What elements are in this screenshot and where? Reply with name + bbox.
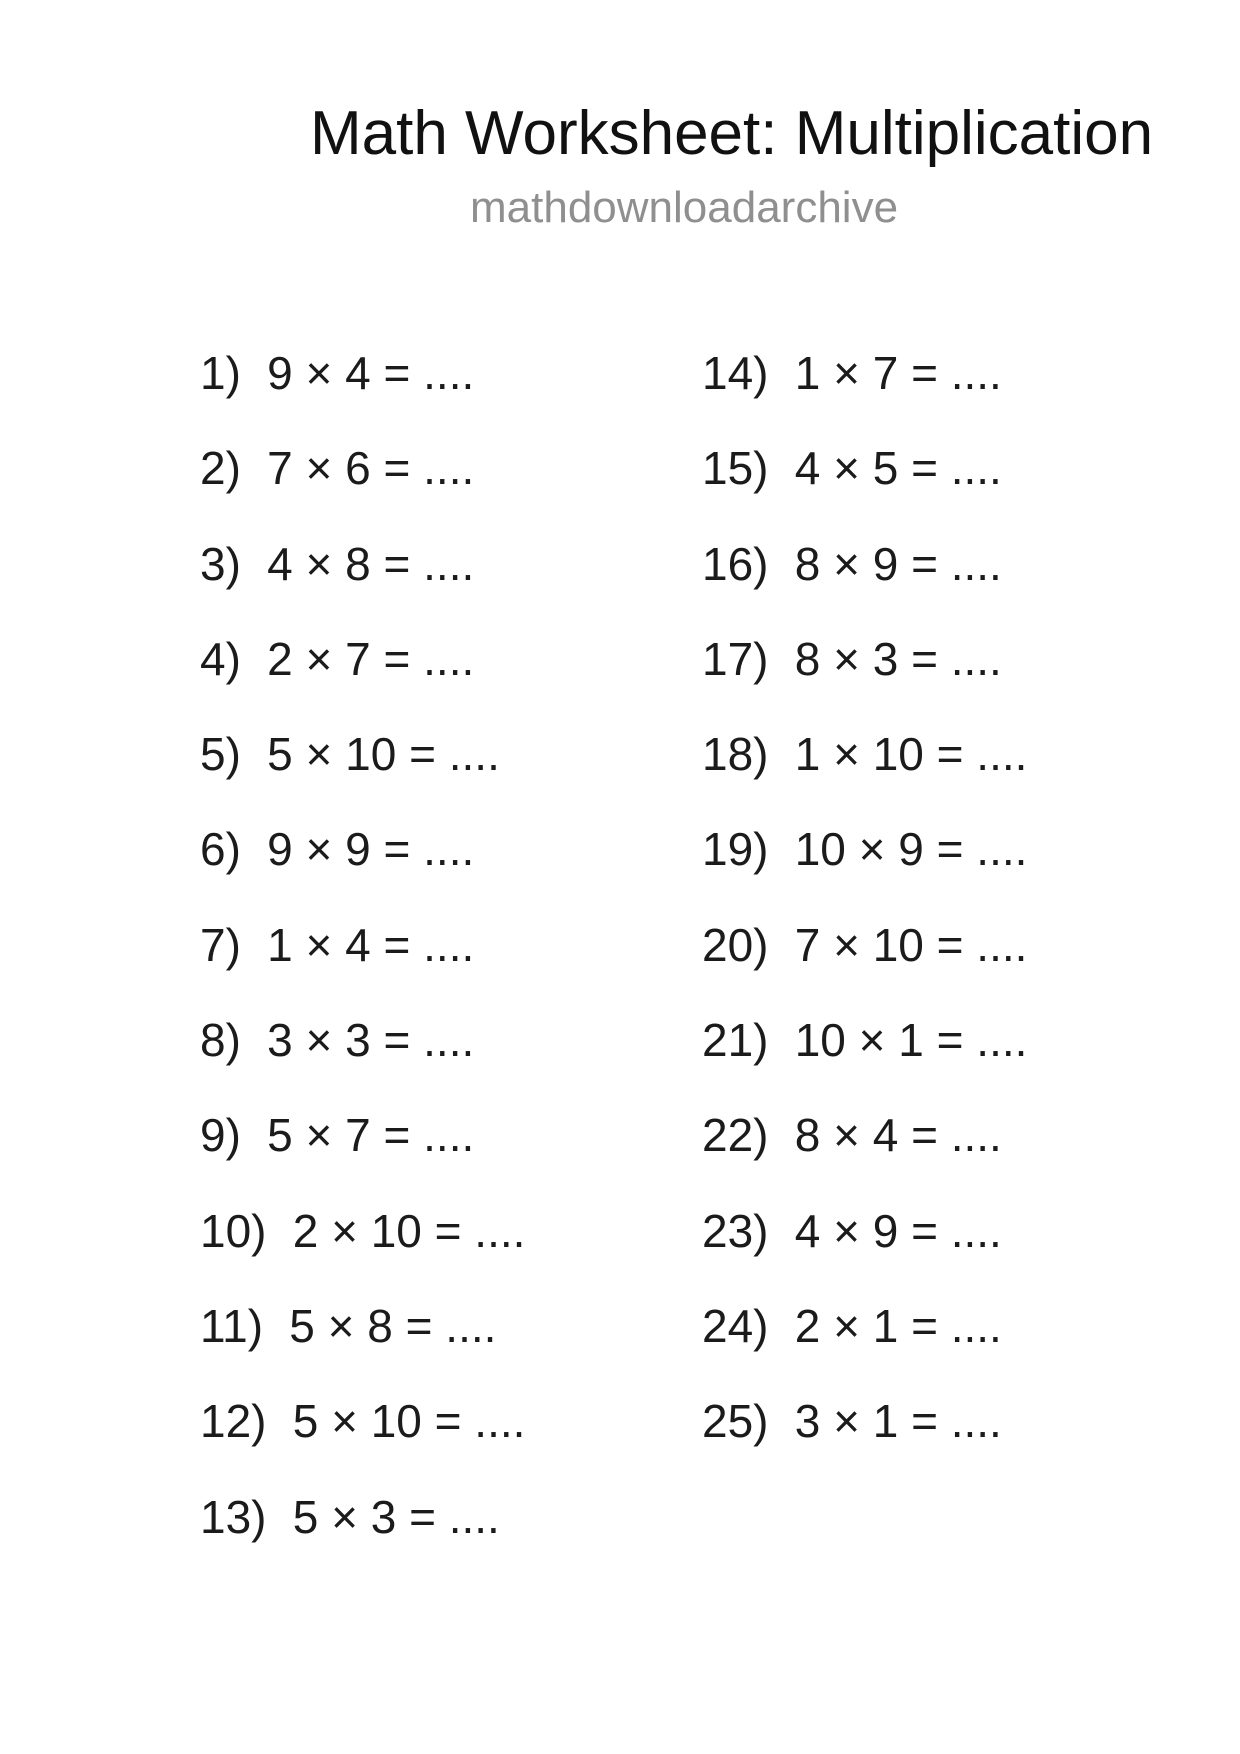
problem-expression: 8 × 3 = ....	[794, 632, 1002, 685]
problem-number: 5)	[200, 728, 241, 781]
problem-expression: 5 × 10 = ....	[292, 1395, 526, 1448]
problem-row	[200, 898, 525, 993]
problem-number: 4)	[200, 632, 241, 685]
problem-number: 18)	[702, 728, 769, 781]
problem-number: 17)	[702, 632, 769, 685]
problem-row	[200, 1374, 525, 1469]
problem-number: 10)	[200, 1204, 267, 1257]
problem-row	[200, 517, 525, 612]
problem-row	[702, 993, 1027, 1088]
problem-number: 7)	[200, 918, 241, 971]
problem-row	[702, 898, 1027, 993]
problem-expression: 8 × 4 = ....	[794, 1109, 1002, 1162]
problem-row	[702, 326, 1027, 421]
problem-row	[200, 1279, 525, 1374]
problem-number: 19)	[702, 823, 769, 876]
problem-number: 1)	[200, 347, 241, 399]
problem-expression: 7 × 6 = ....	[267, 442, 475, 495]
problem-row	[702, 1279, 1027, 1374]
problem-row	[702, 1088, 1027, 1183]
problem-expression: 4 × 9 = ....	[794, 1204, 1002, 1257]
problem-row	[702, 421, 1027, 516]
problem-number: 15)	[702, 442, 769, 495]
problem-row	[200, 326, 525, 421]
problem-expression: 5 × 7 = ....	[267, 1109, 475, 1162]
problem-number: 21)	[702, 1014, 769, 1067]
problem-row	[200, 612, 525, 707]
problem-row	[702, 802, 1027, 897]
page-subtitle: mathdownloadarchive	[470, 183, 899, 232]
problem-number: 2)	[200, 442, 241, 495]
problem-row	[200, 421, 525, 516]
problem-number: 11)	[200, 1299, 264, 1352]
problem-expression: 10 × 9 = ....	[794, 823, 1028, 876]
problem-expression: 10 × 1 = ....	[794, 1014, 1028, 1067]
problem-number: 14)	[702, 347, 769, 399]
problem-expression: 2 × 10 = ....	[292, 1204, 526, 1257]
problem-number: 8)	[200, 1014, 241, 1067]
problem-expression: 3 × 1 = ....	[794, 1395, 1002, 1448]
problems-column-right	[702, 326, 1027, 1470]
problem-number: 13)	[200, 1490, 267, 1543]
problem-number: 3)	[200, 537, 241, 590]
problem-expression: 8 × 9 = ....	[794, 537, 1002, 590]
problem-row	[702, 1374, 1027, 1469]
problem-expression: 2 × 7 = ....	[267, 632, 475, 685]
problem-expression: 1 × 10 = ....	[794, 728, 1028, 781]
problem-number: 23)	[702, 1204, 769, 1257]
problem-row	[702, 517, 1027, 612]
problem-row	[200, 993, 525, 1088]
problem-expression: 4 × 8 = ....	[267, 537, 475, 590]
problem-row	[200, 1184, 525, 1279]
page-title: Math Worksheet: Multiplication	[310, 99, 1154, 168]
problem-number: 25)	[702, 1395, 769, 1448]
problem-row	[702, 707, 1027, 802]
problem-row	[702, 612, 1027, 707]
problems-column-left	[200, 326, 525, 1565]
problem-expression: 1 × 7 = ....	[794, 347, 1002, 399]
problem-number: 6)	[200, 823, 241, 876]
problem-expression: 9 × 9 = ....	[267, 823, 475, 876]
problem-number: 24)	[702, 1299, 769, 1352]
problem-number: 16)	[702, 537, 769, 590]
problem-expression: 5 × 8 = ....	[289, 1299, 497, 1352]
problem-expression: 1 × 4 = ....	[267, 918, 475, 971]
problem-expression: 5 × 10 = ....	[267, 728, 500, 781]
problem-number: 9)	[200, 1109, 241, 1162]
problem-number: 12)	[200, 1395, 267, 1448]
problem-row	[200, 1470, 525, 1565]
problem-expression: 3 × 3 = ....	[267, 1014, 475, 1067]
problem-expression: 9 × 4 = ....	[267, 347, 475, 399]
problem-expression: 5 × 3 = ....	[292, 1490, 500, 1543]
problem-number: 22)	[702, 1109, 769, 1162]
problem-expression: 2 × 1 = ....	[794, 1299, 1002, 1352]
problem-row	[200, 1088, 525, 1183]
problem-expression: 4 × 5 = ....	[794, 442, 1002, 495]
problem-row	[200, 802, 525, 897]
problem-row	[702, 1184, 1027, 1279]
problem-number: 20)	[702, 918, 769, 971]
problem-expression: 7 × 10 = ....	[794, 918, 1028, 971]
problem-row	[200, 707, 525, 802]
